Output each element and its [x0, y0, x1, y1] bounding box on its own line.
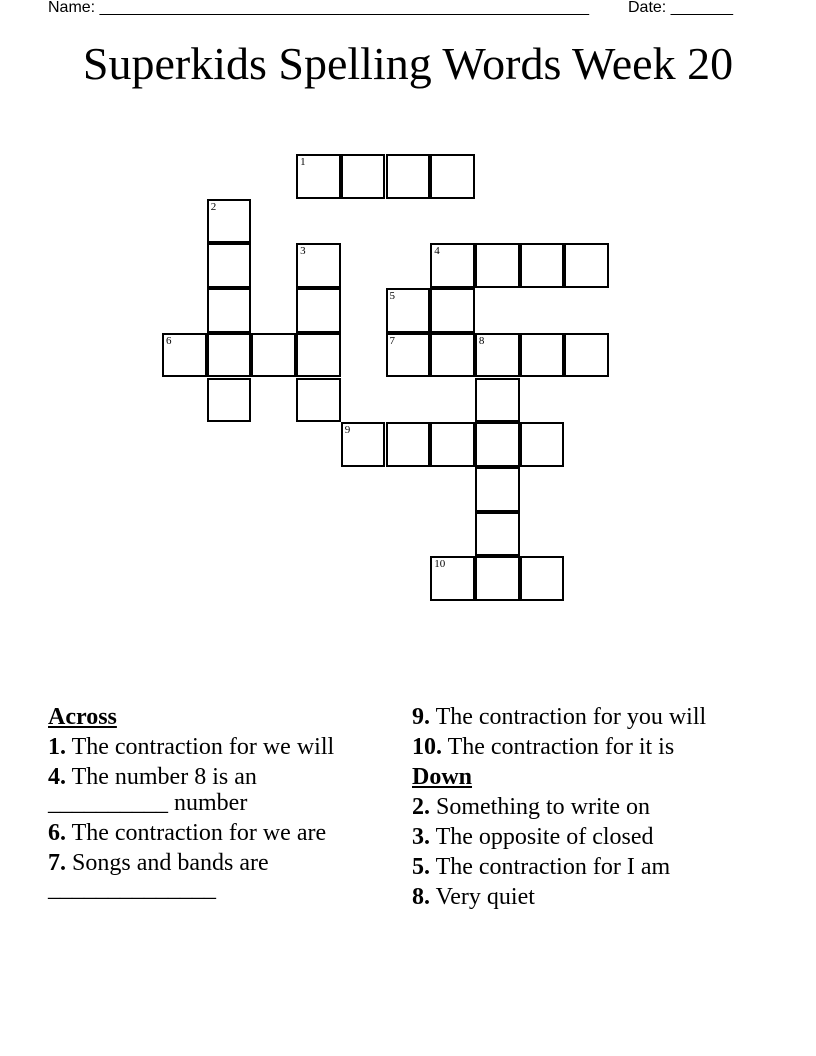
- crossword-cell[interactable]: [520, 333, 565, 378]
- clue-across-4: 4. The number 8 is an __________ number: [48, 764, 257, 816]
- down-heading: Down: [412, 764, 473, 790]
- crossword-cell[interactable]: [430, 422, 475, 467]
- crossword-cell[interactable]: [430, 333, 475, 378]
- crossword-cell[interactable]: [430, 556, 475, 601]
- clue-number: 4: [434, 245, 440, 258]
- crossword-cell[interactable]: [564, 243, 609, 288]
- crossword-cell[interactable]: [341, 422, 386, 467]
- crossword-cell[interactable]: [207, 288, 252, 333]
- across-heading: Across: [48, 704, 117, 730]
- crossword-cell[interactable]: [162, 333, 207, 378]
- crossword-cell[interactable]: [475, 243, 520, 288]
- crossword-cell[interactable]: [207, 243, 252, 288]
- clue-across-7: 7. Songs and bands are ______________: [48, 850, 269, 902]
- clues-left-column: [48, 704, 378, 906]
- crossword-cell[interactable]: [475, 512, 520, 557]
- crossword-cell[interactable]: [475, 467, 520, 512]
- name-line: Name: _______________________________________________________: [48, 0, 589, 16]
- crossword-cell[interactable]: [296, 243, 341, 288]
- crossword-cell[interactable]: [475, 422, 520, 467]
- crossword-cell[interactable]: [520, 556, 565, 601]
- clue-down-2: 2. Something to write on: [412, 794, 650, 820]
- clue-across-10: 10. The contraction for it is: [412, 734, 675, 760]
- clue-number: 5: [389, 290, 395, 303]
- crossword-cell[interactable]: [207, 378, 252, 423]
- crossword-cell[interactable]: [251, 333, 296, 378]
- crossword-cell[interactable]: [520, 422, 565, 467]
- crossword-cell[interactable]: [207, 333, 252, 378]
- crossword-cell[interactable]: [564, 333, 609, 378]
- crossword-cell[interactable]: [386, 422, 431, 467]
- crossword-cell[interactable]: [475, 333, 520, 378]
- clues-right-column: [412, 704, 742, 914]
- crossword-cell[interactable]: [430, 154, 475, 199]
- clue-number: 8: [478, 334, 485, 347]
- crossword-cell[interactable]: [386, 333, 431, 378]
- crossword-cell[interactable]: [341, 154, 386, 199]
- clue-down-8: 8. Very quiet: [412, 884, 535, 910]
- clue-number: 3: [300, 245, 306, 258]
- clue-down-5: 5. The contraction for I am: [412, 854, 671, 880]
- clue-number: 9: [344, 424, 351, 437]
- crossword-cell[interactable]: [296, 154, 341, 199]
- crossword-cell[interactable]: [386, 288, 431, 333]
- clue-across-9: 9. The contraction for you will: [412, 704, 707, 730]
- clue-across-1: 1. The contraction for we will: [48, 734, 335, 760]
- crossword-cell[interactable]: [475, 378, 520, 423]
- clue-across-6: 6. The contraction for we are: [48, 820, 327, 846]
- crossword-cell[interactable]: [296, 288, 341, 333]
- crossword-cell[interactable]: [430, 288, 475, 333]
- crossword-cell[interactable]: [296, 333, 341, 378]
- crossword-cell[interactable]: [296, 378, 341, 423]
- crossword-cell[interactable]: [386, 154, 431, 199]
- crossword-cell[interactable]: [430, 243, 475, 288]
- crossword-cell[interactable]: [520, 243, 565, 288]
- clue-number: 10: [434, 558, 446, 571]
- crossword-cell[interactable]: [207, 199, 252, 244]
- date-line: Date: _______: [628, 0, 733, 16]
- clue-number: 7: [389, 334, 395, 347]
- clue-number: 2: [210, 200, 217, 213]
- clue-number: 6: [166, 334, 172, 347]
- clue-down-3: 3. The opposite of closed: [412, 824, 654, 850]
- page-title: Superkids Spelling Words Week 20: [82, 38, 734, 89]
- crossword-cell[interactable]: [475, 556, 520, 601]
- clue-number: 1: [300, 156, 306, 168]
